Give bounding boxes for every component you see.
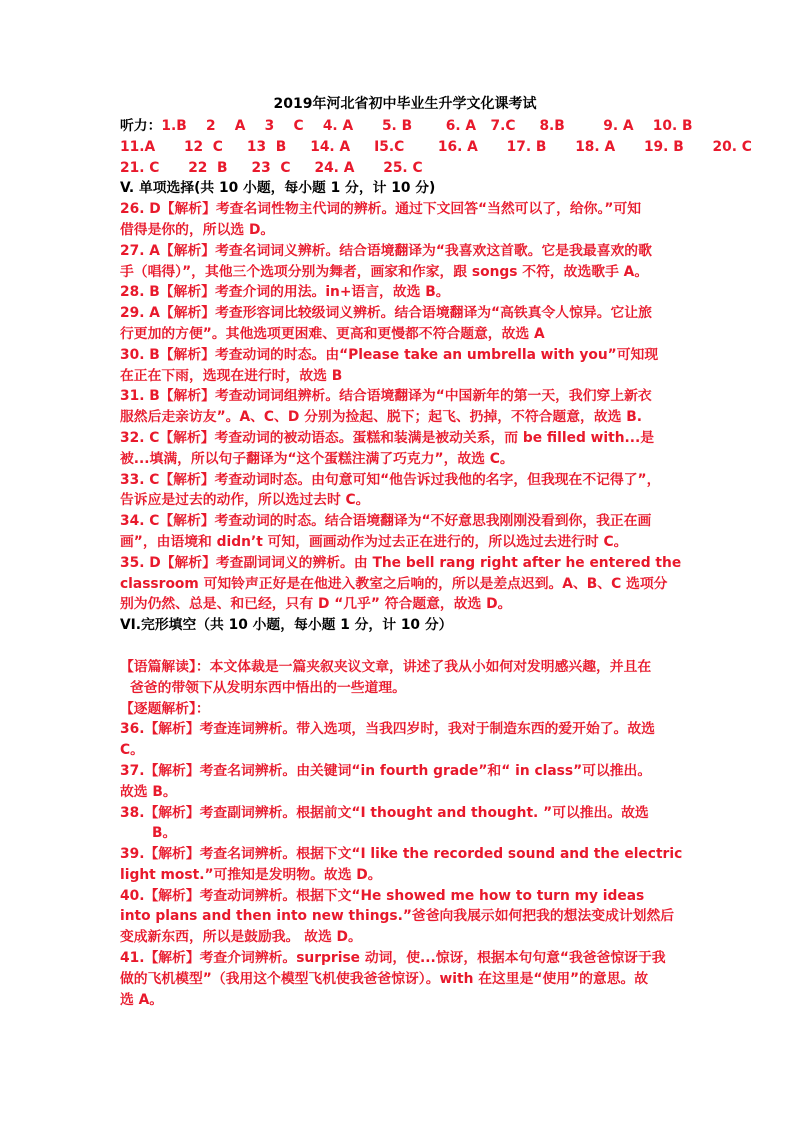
answer-31-line-1: 31. B【解析】考查动词词组辨析。结合语境翻译为“中国新年的第一天，我们穿上新衣 [120,388,652,405]
listening-answers-1: 1.B 2 A 3 C 4. A 5. B 6. A 7.C 8.B 9. A 10. B [161,118,693,134]
answer-31-line-2: 服然后走亲访友”。A、C、D 分别为捡起、脱下；起飞、扔掉，不符合题意，故选 B. [120,409,642,426]
answer-34-line-1: 34. C【解析】考查动词的时态。结合语境翻译为“不好意思我刚刚没看到你，我正在画 [120,513,652,530]
analysis-label: 【逐题解析】： [120,700,210,717]
answer-41-line-3: 选 A。 [120,991,164,1008]
answer-34-line-2: 画”，由语境和 didn’t 可知，画画动作为过去正在进行的，所以选过去进行时 C。 [120,533,628,550]
answer-32-line-2: 被...填满，所以句子翻译为“这个蛋糕注满了巧克力”，故选 C。 [120,450,514,467]
answer-38-line-1: 38.【解析】考查副词辨析。根据前文“I thought and thought. ”可以推出。故选 [120,804,649,821]
listening-row-1 [120,116,693,137]
answer-40-line-2: into plans and then into new things.”爸爸向我展示如何把我的想法变成计划然后 [120,908,675,925]
spacer [120,636,690,657]
answer-27-line-1: 27. A【解析】考查名词词义辨析。结合语境翻译为“我喜欢这首歌。它是我最喜欢的歌 [120,242,652,259]
answer-30-line-2: 在正在下雨，选现在进行时，故选 B [120,367,343,384]
answer-26-line-2: 借得是你的，所以选 D。 [120,221,275,238]
answer-32-line-1: 32. C【解析】考查动词的被动语态。蛋糕和装满是被动关系，而 be filled with...是 [120,429,655,446]
answer-36-line-1: 36.【解析】考查连词辨析。带入选项，当我四岁时，我对于制造东西的爱开始了。故选 [120,721,655,738]
answer-35-line-2: classroom 可知铃声正好是在他进入教室之后响的，所以是差点迟到。A、B、C 选项分 [120,575,668,592]
answer-41-line-2: 做的飞机模型”（我用这个模型飞机使我爸爸惊讶）。with 在这里是“使用”的意思。故 [120,970,649,987]
answer-33-line-1: 33. C【解析】考查动词时态。由句意可知“他告诉过我他的名字，但我现在不记得了”， [120,471,661,488]
page-title: 2019年河北省初中毕业生升学文化课考试 [273,96,537,112]
answer-36-line-2: C。 [120,742,144,759]
section-v-heading: V. 单项选择(共 10 小题，每小题 1 分，计 10 分) [120,180,436,197]
passage-intro-line-2: 爸爸的带领下从发明东西中悟出的一些道理。 [130,679,406,696]
answer-41-line-1: 41.【解析】考查介词辨析。surprise 动词，使...惊讶，根据本句句意“我爸爸惊讶于我 [120,950,666,967]
answer-39-line-1: 39.【解析】考查名词辨析。根据下文“I like the recorded sound and the electric [120,846,683,863]
listening-row-3: 21. C 22 B 23 C 24. A 25. C [120,159,423,176]
answer-30-line-1: 30. B【解析】考查动词的时态。由“Please take an umbrella with you”可知现 [120,346,659,363]
answer-27-line-2: 手（唱得）”，其他三个选项分别为舞者，画家和作家，跟 songs 不符，故选歌手 A。 [120,263,649,280]
answer-40-line-1: 40.【解析】考查动词辨析。根据下文“He showed me how to turn my ideas [120,887,645,904]
answer-40-line-3: 变成新东西，所以是鼓励我。 故选 D。 [120,929,362,946]
answer-39-line-2: light most.”可推知是发明物。故选 D。 [120,866,382,883]
answer-37-line-1: 37.【解析】考查名词辨析。由关键词“in fourth grade”和“ in class”可以推出。 [120,762,652,779]
answer-29-line-1: 29. A【解析】考查形容词比较级词义辨析。结合语境翻译为“高铁真令人惊异。它让旅 [120,305,652,322]
answer-29-line-2: 行更加的方便”。其他选项更困难、更高和更慢都不符合题意，故选 A [120,325,545,342]
answer-28-line-1: 28. B【解析】考查介词的用法。in+语言，故选 B。 [120,284,450,301]
answer-37-line-2: 故选 B。 [120,783,177,800]
section-vi-heading: VI.完形填空（共 10 小题，每小题 1 分，计 10 分） [120,617,453,634]
listening-label: 听力： [120,118,162,134]
answer-26-line-1: 26. D【解析】考查名词性物主代词的辨析。通过下文回答“当然可以了，给你。”可知 [120,201,642,218]
answer-key [120,94,752,1010]
answer-35-line-1: 35. D【解析】考查副词词义的辨析。由 The bell rang right after he entered the [120,554,682,571]
answer-33-line-2: 告诉应是过去的动作，所以选过去时 C。 [120,492,370,509]
passage-intro-line-1: 【语篇解读】：本文体裁是一篇夹叙夹议文章，讲述了我从小如何对发明感兴趣，并且在 [120,658,652,675]
answer-38-line-2: B。 [152,825,177,842]
answer-35-line-3: 别为仍然、总是、和已经，只有 D “几乎” 符合题意，故选 D。 [120,596,512,613]
listening-row-2: 11.A 12 C 13 B 14. A I5.C 16. A 17. B 18. A 19. B 20. C [120,138,752,155]
